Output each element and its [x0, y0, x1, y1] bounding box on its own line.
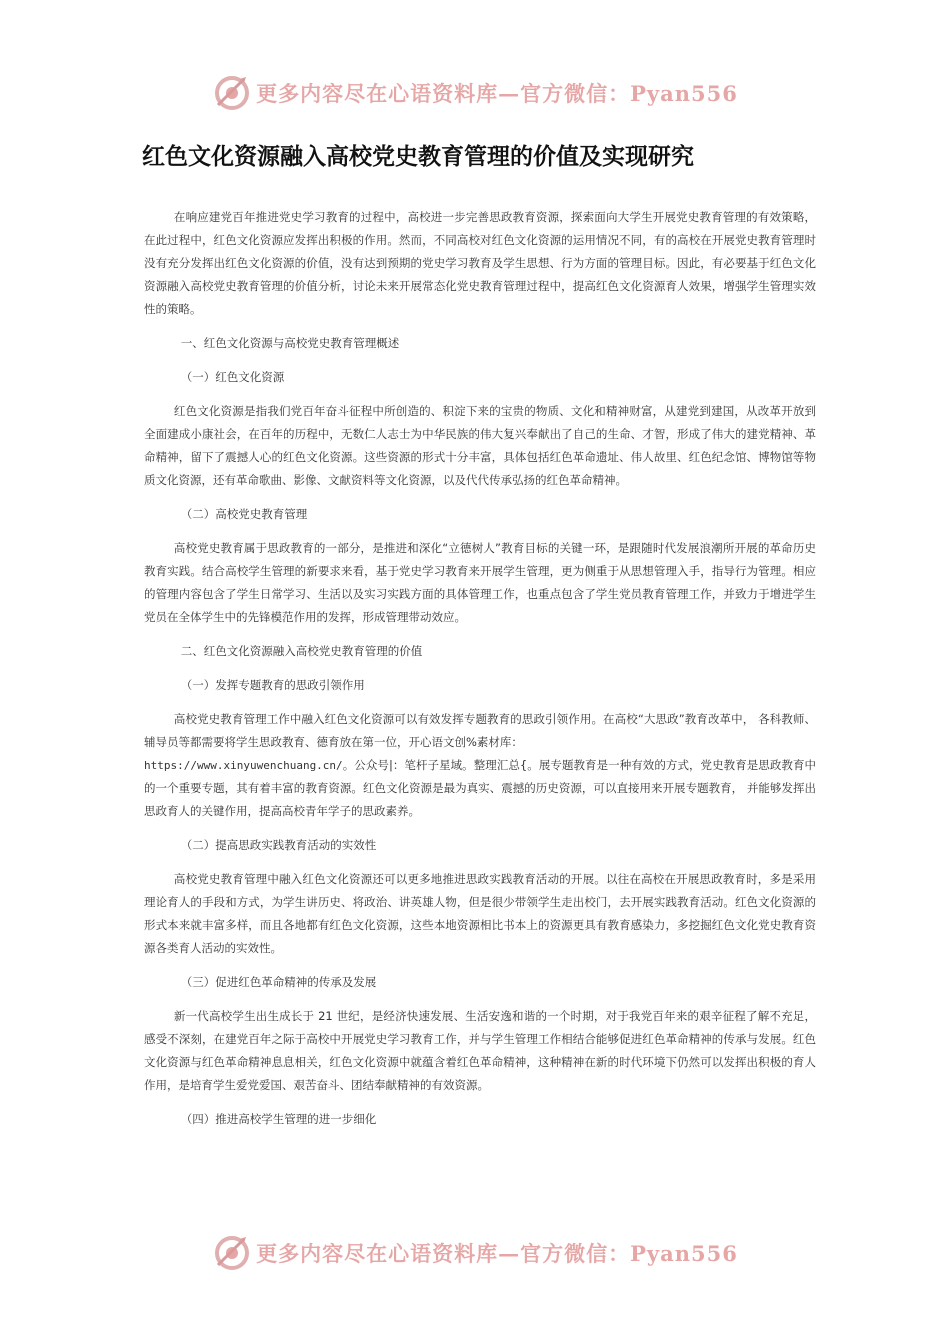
subsection-heading-2-4: （四）推进高校学生管理的进一步细化 [180, 1112, 377, 1126]
paragraph-red-culture: 红色文化资源是指我们党百年奋斗征程中所创造的、积淀下来的宝贵的物质、文化和精神财富，从建党到建国，从改革开放到全面建成小康社会，在百年的历程中，无数仁人志士为中华民族的伟大复兴奉献出了自己的生命、才智，形成了伟大的建党精神、革命精神，留下了震撼人心的红色文化资源。这些资源的形式十分丰富，具体包括红色革命遗址、伟人故里、红色纪念馆、博物馆等物质文化资源，还有革命歌曲、影像、文献资料等文化资源，以及代代传承弘扬的红色革命精神。 [144, 404, 816, 487]
paragraph-thematic-part1: 高校党史教育管理工作中融入红色文化资源可以有效发挥专题教育的思政引领作用。在高校“大思政”教育改革中， 各科教师、辅导员等都需要将学生思政教育、德育放在第一位，开心语文创%素材库： [144, 712, 816, 749]
paragraph-party-history-education: 高校党史教育属于思政教育的一部分，是推进和深化“立德树人”教育目标的关键一环，是跟随时代发展浪潮所开展的革命历史教育实践。结合高校学生管理的新要求来看，基于党史学习教育来开展学生管理，更为侧重于从思想管理入手，指导行为管理。相应的管理内容包含了学生日常学习、生活以及实习实践方面的具体管理工作，也重点包含了学生党员教育管理工作，并致力于增进学生党员在全体学生中的先锋模范作用的发挥，形成管理带动效应。 [144, 541, 816, 624]
subsection-heading-2-1: （一）发挥专题教育的思政引领作用 [180, 678, 365, 692]
header-watermark-banner [0, 68, 950, 118]
section-heading-1: 一、红色文化资源与高校党史教育管理概述 [180, 336, 400, 350]
footer-watermark-banner [0, 1228, 950, 1278]
source-link[interactable]: https://www.xinyuwenchuang.cn/ [144, 759, 343, 772]
section-heading-2: 二、红色文化资源融入高校党史教育管理的价值 [180, 644, 423, 658]
intro-paragraph: 在响应建党百年推进党史学习教育的过程中，高校进一步完善思政教育资源，探索面向大学生开展党史教育管理的有效策略，在此过程中，红色文化资源应发挥出积极的作用。然而，不同高校对红色文化资源的运用情况不同，有的高校在开展党史教育管理时没有充分发挥出红色文化资源的价值，没有达到预期的党史学习教育及学生思想、行为方面的管理目标。因此，有必要基于红色文化资源融入高校党史教育管理的价值分析，讨论未来开展常态化党史教育管理过程中，提高红色文化资源育人效果，增强学生管理实效性的策略。 [144, 210, 816, 316]
subsection-heading-2-3: （三）促进红色革命精神的传承及发展 [180, 975, 377, 989]
logo-icon [212, 1233, 252, 1273]
watermark-text: 更多内容尽在心语资料库—官方微信：Pyan556 [256, 81, 738, 106]
paragraph-practice-education: 高校党史教育管理中融入红色文化资源还可以更多地推进思政实践教育活动的开展。以往在高校在开展思政教育时，多是采用理论育人的手段和方式，为学生讲历史、将政治、讲英雄人物，但是很少带领学生走出校门，去开展实践教育活动。红色文化资源的形式本来就丰富多样，而且各地都有红色文化资源，这些本地资源相比书本上的资源更具有教育感染力，多挖掘红色文化党史教育资源各类育人活动的实效性。 [144, 872, 816, 955]
paragraph-thematic-education [144, 708, 816, 823]
subsection-heading-2-2: （二）提高思政实践教育活动的实效性 [180, 838, 377, 852]
document-title: 红色文化资源融入高校党史教育管理的价值及实现研究 [142, 144, 694, 170]
paragraph-thematic-part2: 。公众号|：笔杆子星域。整理汇总{。展专题教育是一种有效的方式，党史教育是思政教育中的一个重要专题，其有着丰富的教育资源。红色文化资源是最为真实、震撼的历史资源，可以直接用来开展专题教育， 并能够发挥出思政育人的关键作用，提高高校青年学子的思政素养。 [144, 758, 816, 818]
document-body [144, 206, 816, 1142]
logo-icon [212, 73, 252, 113]
watermark-text: 更多内容尽在心语资料库—官方微信：Pyan556 [256, 1241, 738, 1266]
subsection-heading-1-2: （二）高校党史教育管理 [180, 507, 308, 521]
paragraph-spirit-inheritance: 新一代高校学生出生成长于 21 世纪，是经济快速发展、生活安逸和谐的一个时期，对于我党百年来的艰辛征程了解不充足，感受不深刻，在建党百年之际于高校中开展党史学习教育工作，并与学生管理工作相结合能够促进红色革命精神的传承与发展。红色文化资源与红色革命精神息息相关，红色文化资源中就蕴含着红色革命精神，这种精神在新的时代环境下仍然可以发挥出积极的育人作用，是培育学生爱党爱国、艰苦奋斗、团结奉献精神的有效资源。 [144, 1009, 816, 1092]
subsection-heading-1-1: （一）红色文化资源 [180, 370, 285, 384]
